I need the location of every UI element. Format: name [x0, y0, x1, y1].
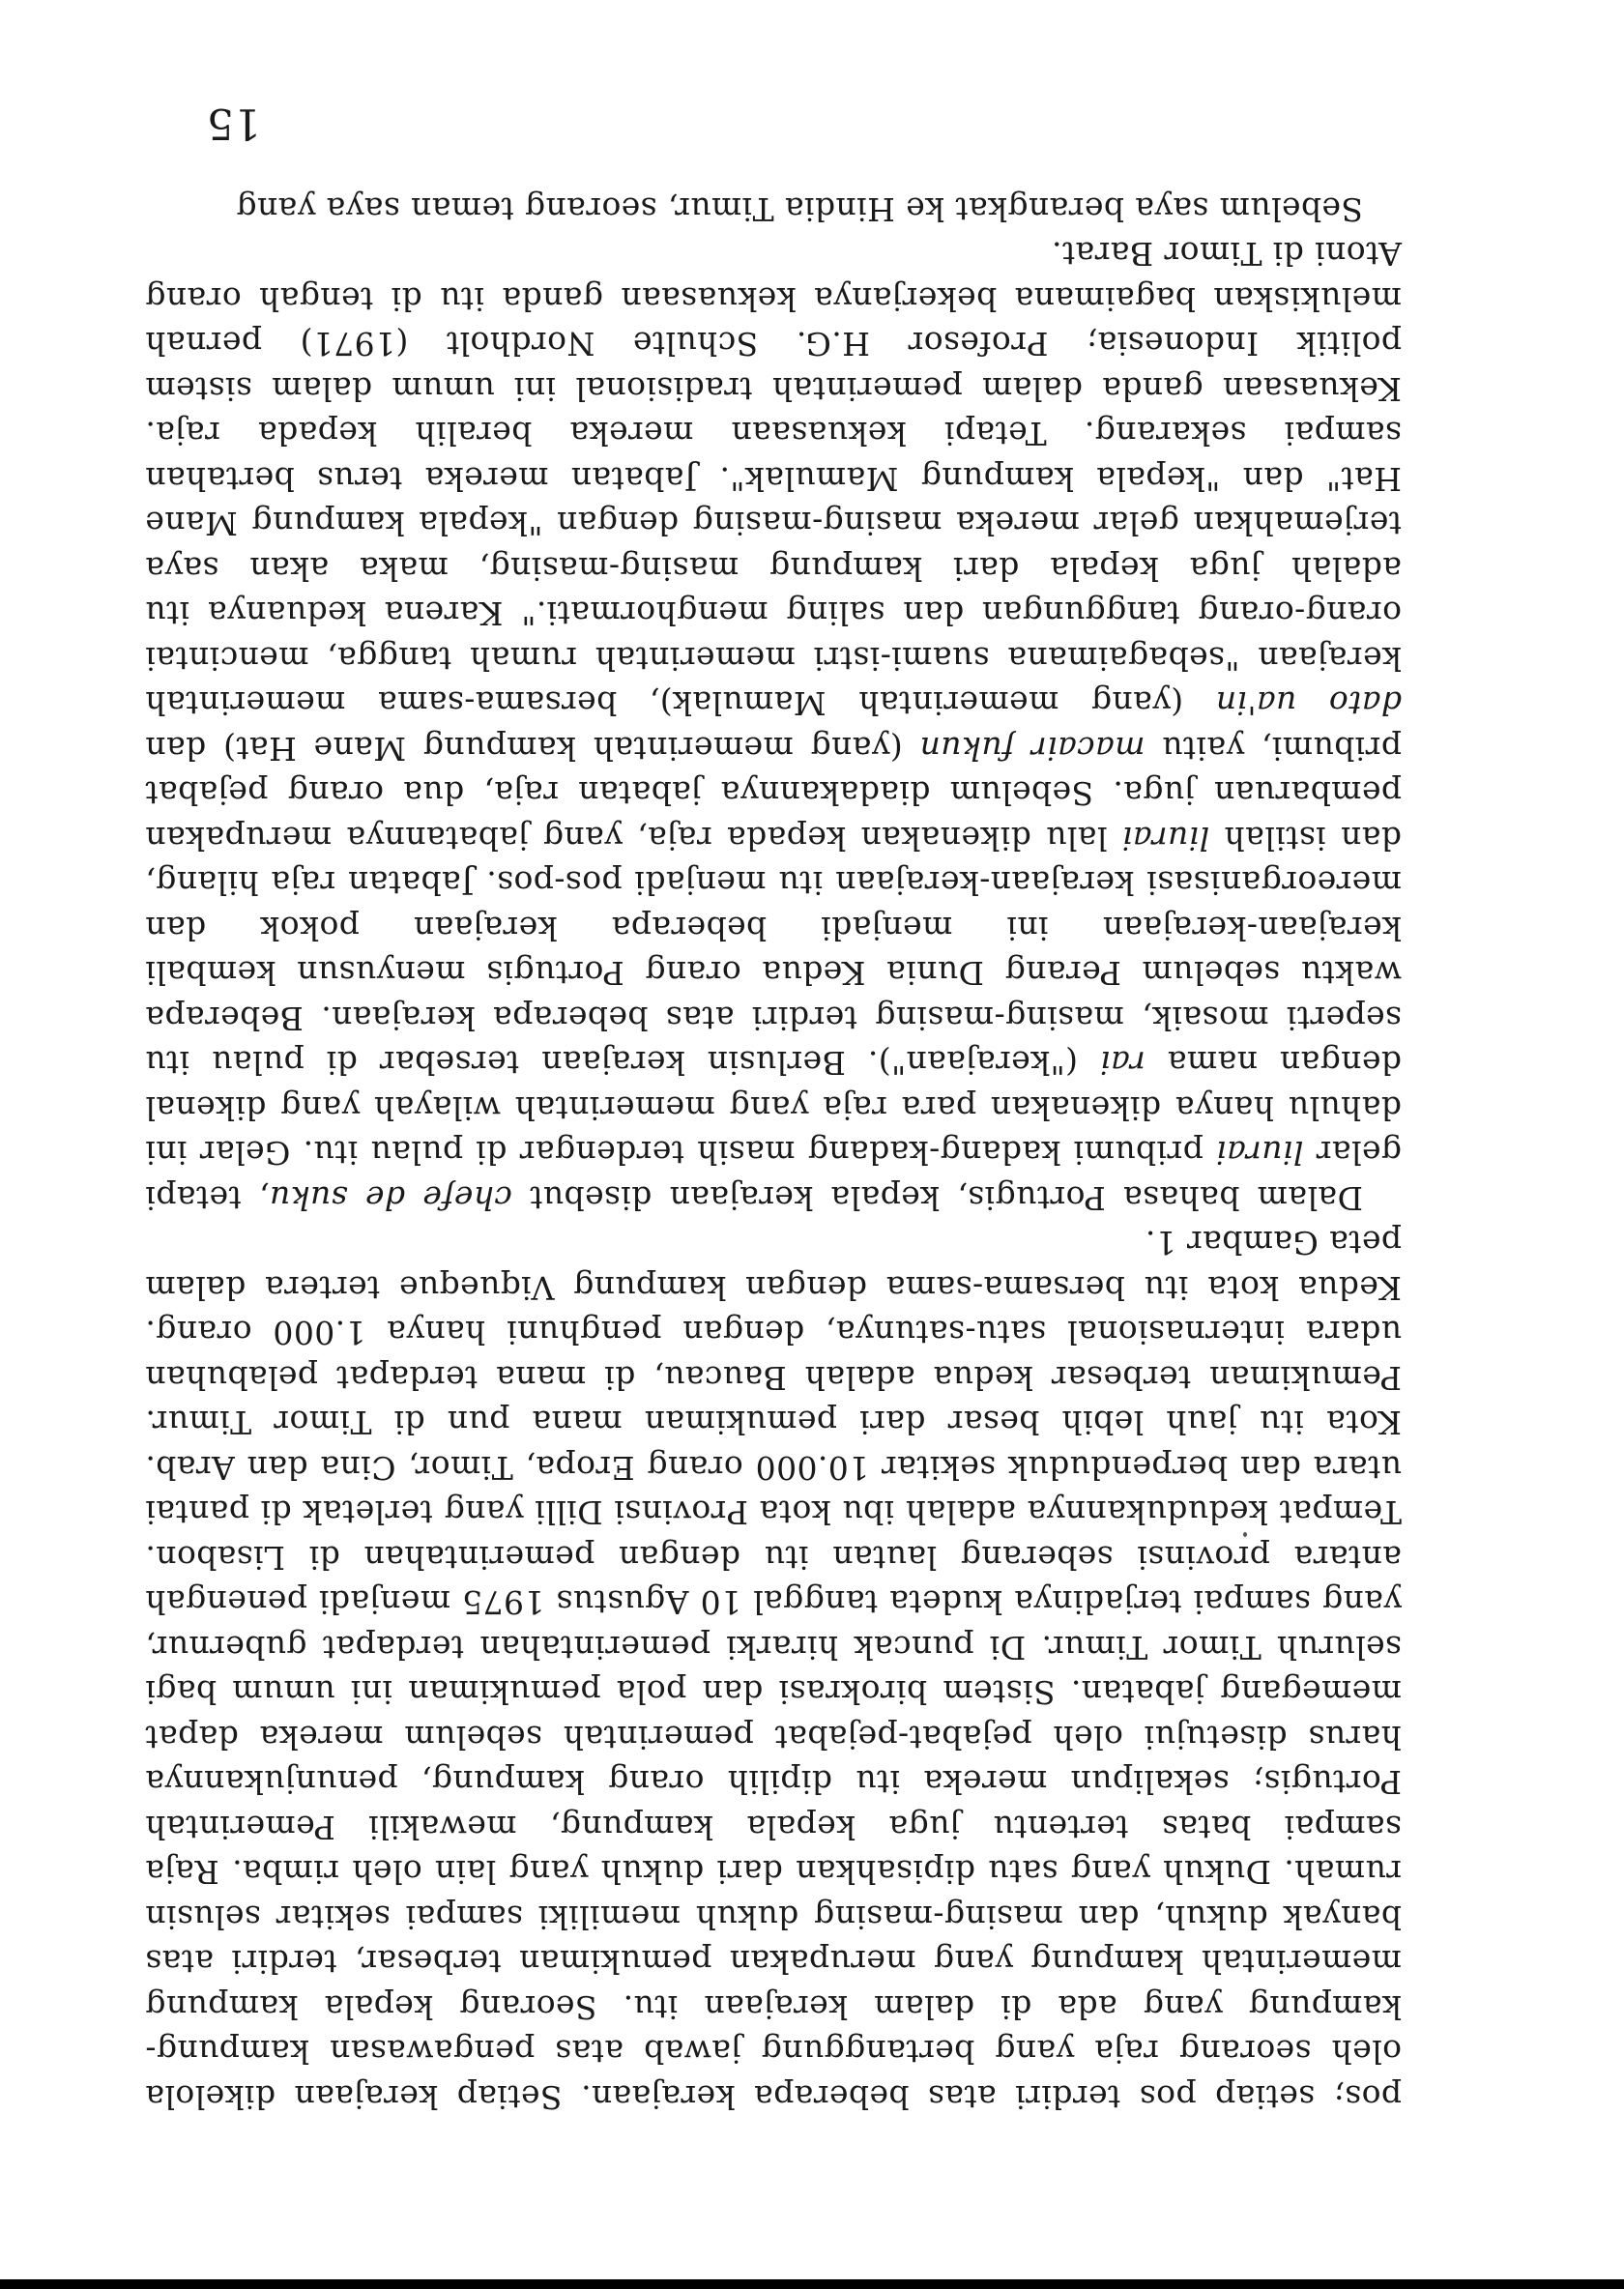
italic-term: liurai	[1215, 1134, 1304, 1173]
italic-term: macair fukun	[919, 730, 1146, 768]
text-segment: lalu dikenakan kepada raja, yang jabatannya merupakan pembaruan juga. Sebelum diadakannya jabatan raja, dua orang pejabat pribumi, yaitu	[145, 730, 1402, 857]
text-segment: pribumi kadang-kadang masih terdengar di pulau itu. Gelar ini dahulu hanya dikenakan para raja yang memerintah wilayah yang dikenal dengan nama	[145, 1044, 1402, 1173]
text-segment: (yang memerintah Mamulak), bersama-sama memerintah kerajaan "sebagaimana suami-istri memerintah rumah tangga, mencintai orang-orang tanggungan dan saling menghormati." Karena keduanya itu adalah juga kepala dari kampung masing-masing, maka akan saya terjemahkan gelar mereka masing-masing dengan "kepala kampung Mane Hat" dan "kepala kampung Mamulak". Jabatan mereka terus bertahan sampai sekarang. Tetapi kekuasaan mereka beralih kepada raja. Kekuasaan ganda dalam pemerintah tradisional ini umum dalam sistem politik Indonesia; Profesor H.G. Schulte Nordholt (1971) pernah melukiskan bagaimana bekerjanya kekuasaan ganda itu di tengah orang Atoni di Timor Barat.	[145, 235, 1402, 723]
scan-edge-bar	[0, 2279, 1624, 2289]
paragraph-1-text: pos; setiap pos terdiri atas beberapa kerajaan. Setiap kerajaan dikelola oleh seorang raja yang bertanggung jawab atas pengawasan kampung-kampung yang ada di dalam kerajaan itu. Seorang kepala kampung memerintah kampung yang merupakan pemukiman terbesar, terdiri atas banyak dukuh, dan masing-masing dukuh memiliki sampai sekitar selusin rumah. Dukuh yang satu dipisahkan dari dukuh yang lain oleh rimba. Raja sampai batas tertentu juga kepala kampung, mewakili Pemerintah Portugis; sekalipun mereka itu dipilih orang kampung, penunjukannya harus disetujui oleh pejabat-pejabat pemerintah sebelum mereka dapat memegang jabatan. Sistem birokrasi dan pola pemukiman ini umum bagi seluruh Timor Timur. Di puncak hirarki pemerintahan terdapat gubernur, yang sampai terjadinya kudeta tanggal 10 Agustus 1975 menjadi penengah antara provinsi seberang lautan itu dengan pemerintahan di Lisabon. Tempat kedudukannya adalah ibu kota Provinsi Dilli yang terletak di pantai utara dan berpenduduk sekitar 10.000 orang Eropa, Timor, Cina dan Arab. Kota itu jauh lebih besar dari pemukiman mana pun di Timor Timur. Pemukiman terbesar kedua adalah Baucau, di mana terdapat pelabuhan udara internasional satu-satunya, dengan penghuni hanya 1.000 orang. Kedua kota itu bersama-sama dengan kampung Viqueque tertera dalam peta Gambar 1.	[145, 1224, 1402, 2116]
paragraph-3-text: Sebelum saya berangkat ke Hindia Timur, seorang teman saya yang	[236, 190, 1363, 228]
italic-term: rai	[1099, 1044, 1146, 1083]
italic-term: chefe de suku	[269, 1179, 512, 1217]
scan-speck	[1243, 1532, 1247, 1537]
paragraph-2	[145, 231, 1402, 1220]
text-segment: , tetapi gelar	[144, 1134, 1402, 1217]
italic-term: liurai	[1121, 820, 1210, 857]
page-number: 15	[207, 99, 261, 148]
text-segment: Dalam bahasa Portugis, kepala kerajaan disebut	[511, 1179, 1363, 1217]
paragraph-1	[145, 1220, 1402, 2119]
italic-term: dato ua'in	[1215, 684, 1402, 723]
paragraph-3	[145, 187, 1402, 232]
text-segment: ("kerajaan"). Berlusin kerajaan tersebar di pulau itu seperti mosaik, masing-masing terdiri atas beberapa kerajaan. Beberapa waktu sebelum Perang Dunia Kedua orang Portugis menyusun kembali kerajaan-kerajaan ini menjadi beberapa kerajaan pokok dan mereorganisasi kerajaan-kerajaan itu menjadi pos-pos. Jabatan raja hilang, dan istilah	[144, 820, 1402, 1083]
body-text	[145, 187, 1402, 2120]
text-segment: (yang memerintah kampung Mane Hat) dan	[145, 730, 920, 768]
